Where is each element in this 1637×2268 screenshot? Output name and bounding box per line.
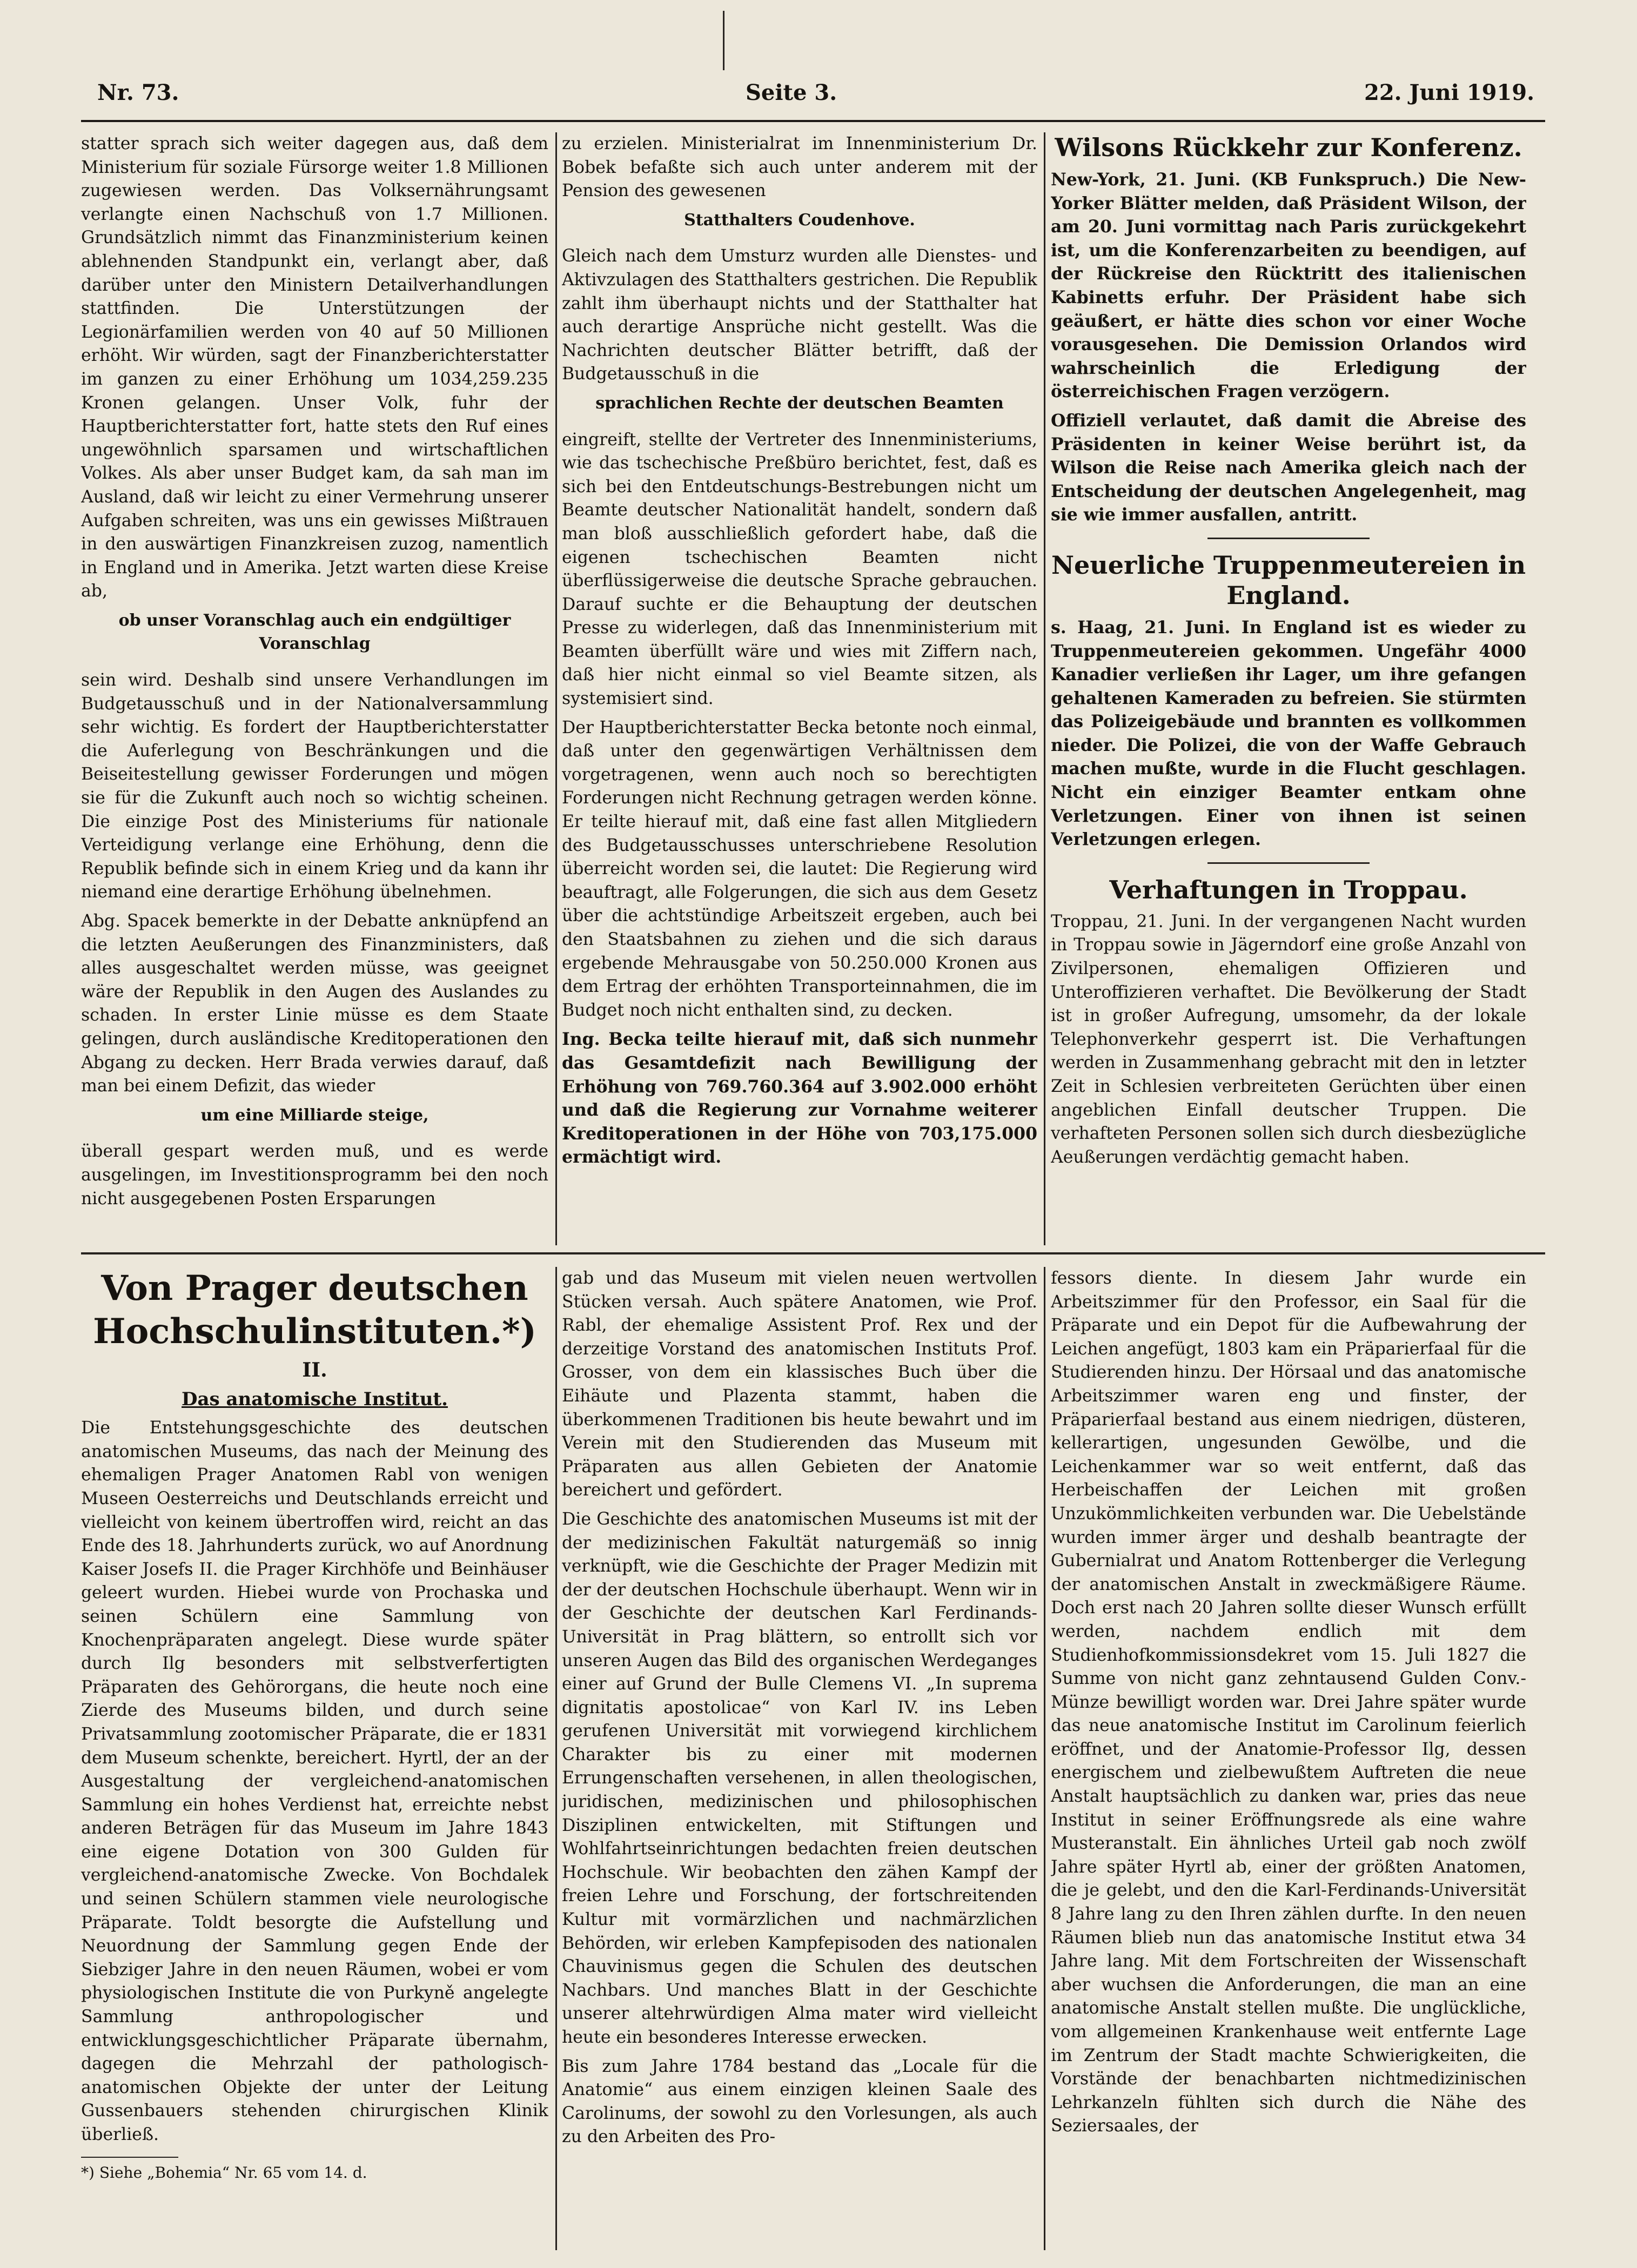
paragraph: sein wird. Deshalb sind unsere Verhandlungen im Budgetausschuß und in der Nationalversammlung sehr wichtig. Es fordert der Hauptberichterstatter die Auferlegung von Beschränkungen und die Beiseitestellung gewisser Forderungen und mögen sie für die Zukunft auch noch so wichtig scheinen. Die einzige Post des Ministeriums für nationale Verteidigung verlange eine Erhöhung, denn die Republik befinde sich in einem Krieg und da kann ihr niemand eine derartige Erhöhung übelnehmen. [81, 670, 548, 902]
paragraph: Abg. Spacek bemerkte in der Debatte anknüpfend an die letzten Aeußerungen des Finanzministers, daß alles ausgeschaltet werden müsse, was geeignet wäre der Republik in den Augen des Auslandes zu schaden. In erster Linie müsse es dem Staate gelingen, durch ausländische Kreditoperationen den Abgang zu decken. Herr Brada verwies darauf, daß man bei einem Defizit, das wieder [81, 911, 548, 1096]
feature-headline: Von Prager deutschen Hochschulinstituten.*) [93, 1268, 536, 1352]
column-divider [555, 1267, 557, 2250]
bottom-column-3 [1051, 1267, 1526, 2250]
article-headline: Wilsons Rückkehr zur Konferenz. [1055, 133, 1522, 162]
paragraph: statter sprach sich weiter dagegen aus, daß dem Ministerium für soziale Fürsorge weiter 1.8 Millionen zugewiesen werden. Das Volksernährungsamt verlangte einen Nachschuß von 1.7 Millionen. Grundsätzlich nimmt das Finanzministerium keinen ablehnenden Standpunkt ein, verlangt aber, daß darüber unter den Ministern Detailverhandlungen stattfinden. Die Unterstützungen der Legionärfamilien werden von 40 auf 50 Millionen erhöht. Wir würden, sagt der Finanzberichterstatter im ganzen zu einer Erhöhung um 1034,259.235 Kronen gelangen. Unser Volk, fuhr der Hauptberichterstatter fort, hatte stets den Ruf eines ungewöhnlich sparsamen und wirtschaftlichen Volkes. Als aber unser Budget kam, da sah man im Ausland, daß wir leicht zu einer Vermehrung unserer Aufgaben schreiten, was uns ein gewisses Mißtrauen in den auswärtigen Finanzkreisen zuzog, namentlich in England und in Amerika. Jetzt warten diese Kreise ab, [81, 134, 548, 601]
part-number: II. [302, 1359, 327, 1381]
paragraph-bold: s. Haag, 21. Juni. In England ist es wieder zu Truppenmeutereien gekommen. Ungefähr 4000 Kanadier verließen ihr Lager, um ihre gefangen gehaltenen Kameraden zu befreien. Sie stürmten das Polizeigebäude und brannten es vollkommen nieder. Die Polizei, die von der Waffe Gebrauch machen mußte, wurde in die Flucht geschlagen. Nicht ein einziger Beamter entkam ohne Verletzungen. Einer von ihnen ist seinen Verletzungen erlegen. [1051, 617, 1526, 850]
paragraph: Die Geschichte des anatomischen Museums ist mit der der medizinischen Fakultät naturgemäß so innig verknüpft, wie die Geschichte der Prager Medizin mit der der deutschen Hochschule überhaupt. Wenn wir in der Geschichte der deutschen Karl Ferdinands-Universität in Prag blättern, so entrollt sich vor unseren Augen das Bild des organischen Werdeganges einer auf Grund der Bulle Clemens VI. „In suprema dignitatis apostolicae“ von Karl IV. ins Leben gerufenen Universität mit vorwiegend kirchlichem Charakter bis zu einer mit modernen Errungenschaften versehenen, in allen theologischen, juridischen, medizinischen und philosophischen Disziplinen entwickelten, mit Stiftungen und Wohlfahrtseinrichtungen bedachten freien deutschen Hochschule. Wir beobachten den zähen Kampf der freien Lehre und Forschung, der fortschreitenden Kultur mit vormärzlichen und nachmärzlichen Behörden, wir erleben Kampfepisoden des nationalen Chauvinismus gegen die Schulen des deutschen Nachbars. Und manches Blatt in der Geschichte unserer altehrwürdigen Alma mater wird vielleicht heute ein besonderes Interesse erwecken. [562, 1509, 1037, 2047]
paragraph-bold: New-York, 21. Juni. (KB Funkspruch.) Die New-Yorker Blätter melden, daß Präsident Wilson, der am 20. Juni vormittag nach Paris zurückgekehrt ist, um die Konferenzarbeiten zu beendigen, auf der Rückreise den Rücktritt des italienischen Kabinetts erfuhr. Der Präsident habe sich geäußert, er hätte dies schon vor einer Woche vorausgesehen. Die Demission Orlandos wird wahrscheinlich die Erledigung der österreichischen Fragen verzögern. [1051, 170, 1526, 402]
paragraph: Troppau, 21. Juni. In der vergangenen Nacht wurden in Troppau sowie in Jägerndorf eine große Anzahl von Zivilpersonen, ehemaligen Offizieren und Unteroffizieren verhaftet. Die Bevölkerung der Stadt ist in großer Aufregung, umsomehr, da der lokale Telephonverkehr gesperrt ist. Die Verhaftungen werden in Zusammenhang gebracht mit den in letzter Zeit in Schlesien verbreiteten Gerüchten über einen angeblichen Einfall deutscher Truppen. Die verhafteten Personen sollen sich durch diesbezügliche Aeußerungen verdächtig gemacht haben. [1051, 911, 1526, 1167]
page-number: Seite 3. [746, 80, 837, 105]
paragraph-bold: Offiziell verlautet, daß damit die Abreise des Präsidenten in keiner Weise berührt ist, da Wilson die Reise nach Amerika gleich nach der Entscheidung der deutschen Angelegenheit, mag sie wie immer ausfallen, antritt. [1051, 410, 1526, 525]
issue-date: 22. Juni 1919. [1364, 80, 1534, 105]
article-headline: Neuerliche Truppenmeutereien in England. [1051, 550, 1526, 610]
paragraph: gab und das Museum mit vielen neuen wertvollen Stücken versah. Auch spätere Anatomen, wie Prof. Rabl, der ehemalige Assistent Prof. Rex und der derzeitige Vorstand des anatomischen Instituts Prof. Grosser, von dem ein klassisches Buch über die Eihäute und Plazenta stammt, haben die überkommenen Traditionen bis heute bewahrt und im Verein mit den Studierenden das Museum mit Präparaten aus allen Gebieten der Anatomie bereichert und gefördert. [562, 1269, 1037, 1500]
subheading: um eine Milliarde steige, [200, 1105, 429, 1125]
article-headline: Verhaftungen in Troppau. [1109, 875, 1468, 904]
page-header [97, 80, 1534, 112]
footnote: *) Siehe „Bohemia“ Nr. 65 vom 14. d. [81, 2163, 367, 2182]
subheading: ob unser Voranschlag auch ein endgültiger Voranschlag [118, 610, 511, 654]
section-rule [1207, 538, 1370, 539]
paragraph: zu erzielen. Ministerialrat im Innenministerium Dr. Bobek befaßte sich auch unter anderem mit der Pension des gewesenen [562, 134, 1037, 201]
paragraph: eingreift, stellte der Vertreter des Innenministeriums, wie das tschechische Preßbüro berichtet, fest, daß es sich bei den Entdeutschungs-Bestrebungen nicht um Beamte deutscher Nationalität handelt, sondern daß man bloß ausschließlich gefordert habe, daß die eigenen tschechischen Beamten nicht überflüssigerweise die deutsche Sprache gebrauchen. Darauf suchte er die Behauptung der deutschen Presse zu widerlegen, daß das Innenministerium mit Beamten überfüllt wäre und wies mit Ziffern nach, daß hier nicht einmal so viel Beamte sitzen, als systemisiert sind. [562, 430, 1037, 709]
top-column-1 [81, 132, 548, 1245]
top-column-2 [562, 132, 1037, 1245]
issue-number: Nr. 73. [97, 80, 179, 105]
header-rule [81, 120, 1545, 122]
top-column-3 [1051, 132, 1526, 1245]
paragraph-bold: Ing. Becka teilte hierauf mit, daß sich nunmehr das Gesamtdefizit nach Bewilligung der Erhöhung von 769.760.364 auf 3.902.000 erhöht und daß die Regierung zur Vornahme weiterer Kreditoperationen in der Höhe von 703,175.000 ermächtigt wird. [562, 1029, 1037, 1167]
footnote-rule [81, 2157, 178, 2158]
paragraph: Gleich nach dem Umsturz wurden alle Dienstes- und Aktivzulagen des Statthalters gestrichen. Die Republik zahlt ihm überhaupt nichts und der Statthalter hat auch derartige Ansprüche nicht gestellt. Was die Nachrichten deutscher Blätter betrifft, daß der Budgetausschuß in die [562, 246, 1037, 384]
column-divider [1044, 1267, 1045, 2250]
scan-mark [723, 11, 724, 70]
subheading: sprachlichen Rechte der deutschen Beamten [595, 393, 1004, 413]
paragraph: Die Entstehungsgeschichte des deutschen anatomischen Museums, das nach der Meinung des ehemaligen Prager Anatomen Rabl von wenigen Museen Oesterreichs und Deutschlands erreicht und vielleicht von keinem übertroffen wird, reicht an das Ende des 18. Jahrhunderts zurück, wo auf Anordnung Kaiser Josefs II. die Prager Kirchhöfe und Beinhäuser geleert wurden. Hiebei wurde von Prochaska und seinen Schülern eine Sammlung von Knochenpräparaten angelegt. Diese wurde später durch Ilg besonders mit selbstverfertigten Präparaten des Gehörorgans, die heute noch eine Zierde des Museums bilden, und durch seine Privatsammlung zootomischer Präparate, die er 1831 dem Museum schenkte, bereichert. Hyrtl, der an der Ausgestaltung der vergleichend-anatomischen Sammlung ein hohes Verdienst hat, erreichte nebst anderen Beträgen für das Museum im Jahre 1843 eine eigene Dotation von 300 Gulden für vergleichend-anatomische Zwecke. Von Bochdalek und seinen Schülern stammen viele neurologische Präparate. Toldt besorgte die Aufstellung und Neuordnung der Sammlung gegen Ende der Siebziger Jahre in den neuen Räumen, wobei er vom physiologischen Institute die von Purkyně angelegte Sammlung anthropologischer und entwicklungsgeschichtlicher Präparate übernahm, dagegen die Mehrzahl der pathologisch-anatomischen Objekte der unter der Leitung Gussenbauers stehenden chirurgischen Klinik überließ. [81, 1418, 548, 2144]
section-rule [1207, 862, 1370, 864]
bottom-column-2 [562, 1267, 1037, 2250]
paragraph: Bis zum Jahre 1784 bestand das „Locale für die Anatomie“ aus einem einzigen kleinen Saale des Carolinums, der sowohl zu den Vorlesungen, als auch zu den Arbeiten des Pro- [562, 2056, 1037, 2147]
paragraph: überall gespart werden muß, und es werde ausgelingen, im Investitionsprogramm bei den noch nicht ausgegebenen Posten Ersparungen [81, 1142, 548, 1209]
section-separator [81, 1252, 1545, 1254]
column-divider [1044, 132, 1045, 1245]
paragraph: fessors diente. In diesem Jahr wurde ein Arbeitszimmer für den Professor, ein Saal für die Präparate und ein Depot für die Aufbewahrung der Leichen angefügt, 1803 kam ein Präparierfaal für die Studierenden hinzu. Der Hörsaal und das anatomische Arbeitszimmer waren eng und finster, der Präparierfaal bestand aus einem niedrigen, düsteren, kellerartigen, ungesunden Gewölbe, und die Leichenkammer war so weit entfernt, daß das Herbeischaffen der Leichen mit großen Unzukömmlichkeiten verbunden war. Die Uebelstände wurden immer ärger und deshalb beantragte der Gubernialrat und Anatom Rottenberger die Verlegung der anatomischen Anstalt in zweckmäßigere Räume. Doch erst nach 20 Jahren sollte dieser Wunsch erfüllt werden, nachdem endlich mit dem Studienhofkommissionsdekret vom 15. Juli 1827 die Summe von nicht ganz zehntausend Gulden Conv.-Münze bewilligt worden war. Drei Jahre später wurde das neue anatomische Institut im Carolinum feierlich eröffnet, und der Anatomie-Professor Ilg, dessen energischem und zielbewußtem Auftreten die neue Anstalt hauptsächlich zu danken war, pries das neue Institut in seiner Eröffnungsrede als eine wahre Musteranstalt. Ein ähnliches Urteil gab noch zwölf Jahre später Hyrtl ab, einer der größten Anatomen, die je gelebt, und den die Karl-Ferdinands-Universität 8 Jahre lang zu den Ihren zählen durfte. In den neuen Räumen blieb nun das anatomische Institut etwa 34 Jahre lang. Mit dem Fortschreiten der Wissenschaft aber wuchsen die Anforderungen, die man an eine anatomische Anstalt stellen mußte. Die unglückliche, vom allgemeinen Krankenhause weit entfernte Lage im Zentrum der Stadt machte Schwierigkeiten, die Vorstände der benachbarten nichtmedizinischen Lehrkanzeln fühlten sich durch die Nähe des Seziersaales, der [1051, 1269, 1526, 2136]
column-divider [555, 132, 557, 1245]
bottom-column-1 [81, 1267, 548, 2250]
subheading: Statthalters Coudenhove. [684, 210, 915, 230]
subheading: Das anatomische Institut. [182, 1388, 448, 1410]
paragraph: Der Hauptberichterstatter Becka betonte noch einmal, daß unter den gegenwärtigen Verhältnissen dem vorgetragenen, wenn auch noch so berechtigten Forderungen nicht Rechnung getragen werden könne. Er teilte hierauf mit, daß eine fast allen Mitgliedern des Budgetausschusses unterschriebene Resolution überreicht worden sei, die lautet: Die Regierung wird beauftragt, alle Folgerungen, die sich aus dem Gesetz über die achtstündige Arbeitszeit ergeben, auch bei den Staatsbahnen zu ziehen und die sich daraus ergebende Mehrausgabe von 50.250.000 Kronen aus dem Ertrag der erhöhten Transporteinnahmen, die im Budget noch nicht enthalten sind, zu decken. [562, 717, 1037, 1020]
